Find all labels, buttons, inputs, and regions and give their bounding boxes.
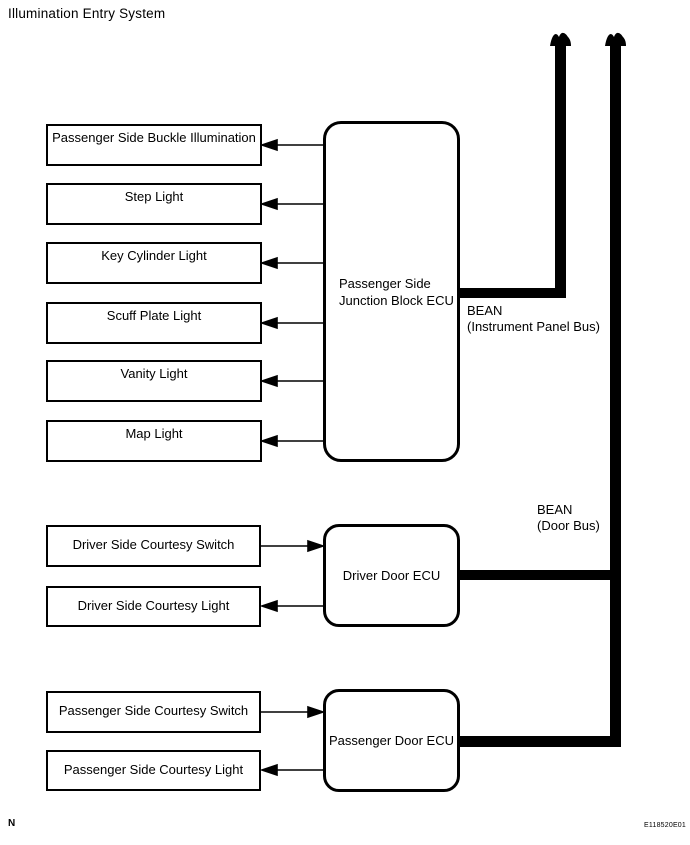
passenger-door-ecu-box bbox=[323, 689, 460, 792]
bus-door bbox=[455, 33, 626, 747]
load-box-vanity-light bbox=[46, 360, 262, 402]
arrow-ecu-to-driver-light bbox=[262, 601, 323, 611]
footer-note: N bbox=[8, 818, 16, 829]
arrow-to-buckle-illumination bbox=[262, 140, 323, 150]
driver-courtesy-light-box bbox=[46, 586, 261, 627]
junction-block-ecu-box bbox=[323, 121, 460, 462]
passenger-courtesy-light-label: Passenger Side Courtesy Light bbox=[63, 762, 244, 777]
driver-courtesy-switch-box bbox=[46, 525, 261, 567]
load-label: Key Cylinder Light bbox=[101, 248, 207, 263]
arrow-to-step-light bbox=[262, 199, 323, 209]
load-label: Vanity Light bbox=[120, 366, 188, 381]
document-code: E118520E01 bbox=[644, 822, 686, 829]
junction-block-ecu-label-line1: Passenger Side bbox=[339, 275, 431, 291]
bean-door-bus-label bbox=[537, 502, 600, 534]
bus-qualifier: (Instrument Panel Bus) bbox=[467, 319, 600, 334]
load-box-map-light bbox=[46, 420, 262, 462]
load-label: Passenger Side Buckle Illumination bbox=[52, 130, 256, 145]
bus-name: BEAN bbox=[537, 502, 573, 517]
load-box-key-cylinder-light bbox=[46, 242, 262, 284]
load-label: Step Light bbox=[124, 189, 184, 204]
arrow-passenger-switch-to-ecu bbox=[261, 707, 323, 717]
load-label: Map Light bbox=[125, 426, 183, 441]
load-box-scuff-plate-light bbox=[46, 302, 262, 344]
junction-block-ecu-label-line2: Junction Block ECU bbox=[339, 292, 454, 308]
passenger-courtesy-switch-label: Passenger Side Courtesy Switch bbox=[58, 703, 249, 718]
arrow-to-scuff-plate-light bbox=[262, 318, 323, 328]
arrow-to-map-light bbox=[262, 436, 323, 446]
arrow-driver-switch-to-ecu bbox=[261, 541, 323, 551]
bus-name: BEAN bbox=[467, 303, 503, 318]
arrow-to-vanity-light bbox=[262, 376, 323, 386]
passenger-courtesy-switch-box bbox=[46, 691, 261, 733]
bus-break-mark-icon bbox=[550, 33, 571, 46]
page-title: Illumination Entry System bbox=[8, 6, 166, 21]
bean-instrument-panel-bus-label bbox=[467, 303, 600, 335]
bus-instrument-panel bbox=[455, 33, 571, 298]
driver-door-ecu-label: Driver Door ECU bbox=[342, 568, 441, 583]
arrow-ecu-to-passenger-light bbox=[262, 765, 323, 775]
load-box-step-light bbox=[46, 183, 262, 225]
load-box-buckle-illumination bbox=[46, 124, 262, 166]
driver-courtesy-light-label: Driver Side Courtesy Light bbox=[77, 598, 230, 613]
load-label: Scuff Plate Light bbox=[106, 308, 202, 323]
passenger-door-ecu-label: Passenger Door ECU bbox=[329, 733, 454, 748]
arrow-to-key-cylinder-light bbox=[262, 258, 323, 268]
bus-qualifier: (Door Bus) bbox=[537, 518, 600, 533]
driver-courtesy-switch-label: Driver Side Courtesy Switch bbox=[72, 537, 235, 552]
driver-door-ecu-box bbox=[323, 524, 460, 627]
passenger-courtesy-light-box bbox=[46, 750, 261, 791]
bus-break-mark-icon bbox=[605, 33, 626, 46]
